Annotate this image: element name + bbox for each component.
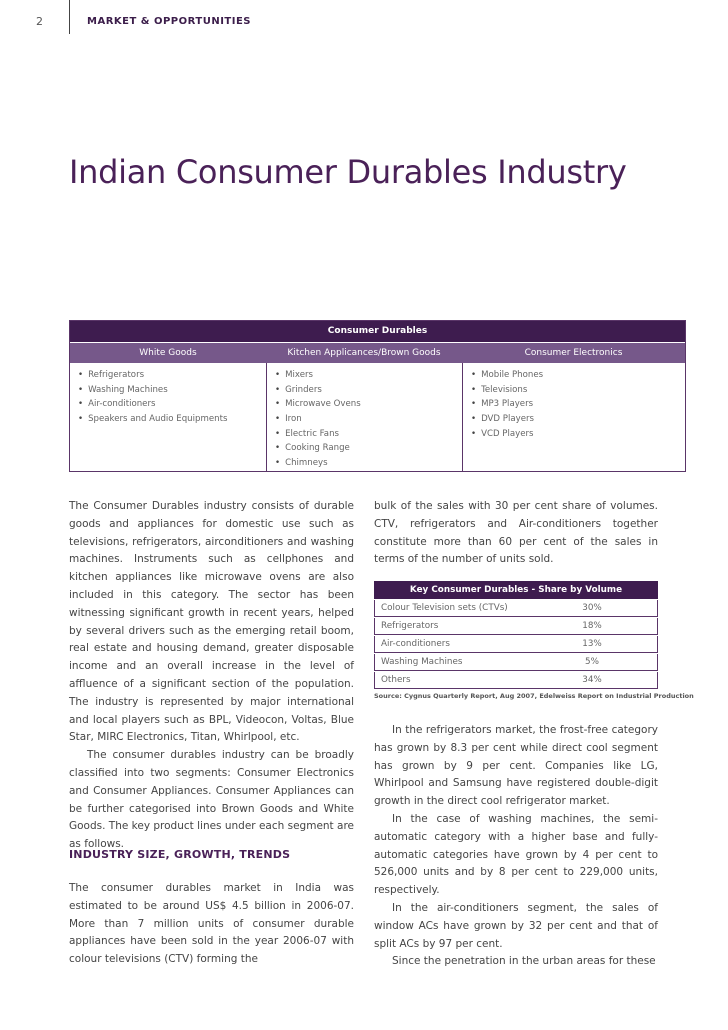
list-item: • DVD Players <box>471 412 685 427</box>
electronics-list <box>462 363 685 471</box>
table-source: Source: Cygnus Quarterly Report, Aug 2007, Edelweiss Report on Industrial Production <box>374 692 694 700</box>
table-row <box>374 600 658 617</box>
column-header-white-goods: White Goods <box>139 348 197 358</box>
row-value: 30% <box>582 603 602 613</box>
row-label: Air-conditioners <box>381 639 450 649</box>
list-item: • Air-conditioners <box>78 397 266 412</box>
table-column-headers <box>70 342 685 363</box>
table-heading: Consumer Durables <box>70 321 685 342</box>
column-header-electronics: Consumer Electronics <box>524 348 623 358</box>
left-column-text-2 <box>69 880 354 969</box>
list-item: • Mixers <box>275 368 462 383</box>
page-title: Indian Consumer Durables Industry <box>69 153 627 192</box>
row-label: Washing Machines <box>381 657 463 667</box>
paragraph: The Consumer Durables industry consists of durable goods and appliances for domestic use such as televisions, refrigerators, airconditioners and washing machines. Instruments such as cellphones and kitchen appliances like microwave ovens are also included in this category. The sector has been witnessing significant growth in recent years, helped by several drivers such as the emerging retail boom, real estate and housing demand, greater disposable income and an overall increase in the level of affluence of a significant section of the population. The industry is represented by major international and local players such as BPL, Videocon, Voltas, Blue Star, MIRC Electronics, Titan, Whirlpool, etc. <box>69 500 354 744</box>
right-column-text <box>374 498 658 569</box>
left-column-text <box>69 498 354 854</box>
table-row <box>374 618 658 635</box>
list-item: • Refrigerators <box>78 368 266 383</box>
paragraph: bulk of the sales with 30 per cent share of volumes. CTV, refrigerators and Air-conditioners together constitute more than 60 per cent of the sales in terms of the number of units sold. <box>374 500 658 566</box>
list-item: • VCD Players <box>471 427 685 442</box>
table-row <box>374 636 658 653</box>
paragraph: Since the penetration in the urban areas for these <box>392 955 656 968</box>
list-item: • MP3 Players <box>471 397 685 412</box>
row-label: Others <box>381 675 411 685</box>
paragraph: The consumer durables market in India was estimated to be around US$ 4.5 billion in 2006-07. More than 7 million units of consumer durable appliances have been sold in the year 2006-07 with colour televisions (CTV) forming the <box>69 882 354 966</box>
table-heading: Key Consumer Durables - Share by Volume <box>374 581 658 599</box>
table-row <box>374 672 658 689</box>
list-item: • Cooking Range <box>275 441 462 456</box>
row-label: Refrigerators <box>381 621 439 631</box>
table-body <box>70 363 685 471</box>
share-by-volume-table <box>374 581 658 689</box>
page-number: 2 <box>36 15 43 28</box>
row-label: Colour Television sets (CTVs) <box>381 603 508 613</box>
table-row <box>374 654 658 671</box>
brown-goods-list <box>266 363 462 471</box>
consumer-durables-table <box>69 320 686 472</box>
list-item: • Microwave Ovens <box>275 397 462 412</box>
paragraph: In the refrigerators market, the frost-free category has grown by 8.3 per cent while direct cool segment has grown by 9 per cent. Companies like LG, Whirlpool and Samsung have registered double-digit growth in the direct cool refrigerator market. <box>374 724 658 808</box>
list-item: • Televisions <box>471 383 685 398</box>
list-item: • Electric Fans <box>275 427 462 442</box>
paragraph: In the case of washing machines, the semi-automatic category with a higher base and fully-automatic categories have grown by 4 per cent to 526,000 units and by 8 per cent to 229,000 units, respectively. <box>374 812 658 897</box>
list-item: • Washing Machines <box>78 383 266 398</box>
white-goods-list <box>70 363 266 471</box>
list-item: • Iron <box>275 412 462 427</box>
row-value: 5% <box>585 657 599 667</box>
row-value: 34% <box>582 675 602 685</box>
list-item: • Mobile Phones <box>471 368 685 383</box>
section-heading: INDUSTRY SIZE, GROWTH, TRENDS <box>69 848 291 861</box>
header-divider <box>69 0 70 34</box>
paragraph: In the air-conditioners segment, the sales of window ACs have grown by 32 per cent and that of split ACs by 97 per cent. <box>374 901 658 950</box>
right-column-text-2 <box>374 722 658 971</box>
row-value: 18% <box>582 621 602 631</box>
section-header: MARKET & OPPORTUNITIES <box>87 16 251 27</box>
column-header-brown-goods: Kitchen Applicances/Brown Goods <box>287 348 441 358</box>
list-item: • Chimneys <box>275 456 462 471</box>
paragraph: The consumer durables industry can be broadly classified into two segments: Consumer Electronics and Consumer Appliances. Consumer Appliances can be further categorised into Brown Goods and White Goods. The key product lines under each segment are as follows. <box>69 749 354 851</box>
row-value: 13% <box>582 639 602 649</box>
list-item: • Speakers and Audio Equipments <box>78 412 266 427</box>
list-item: • Grinders <box>275 383 462 398</box>
